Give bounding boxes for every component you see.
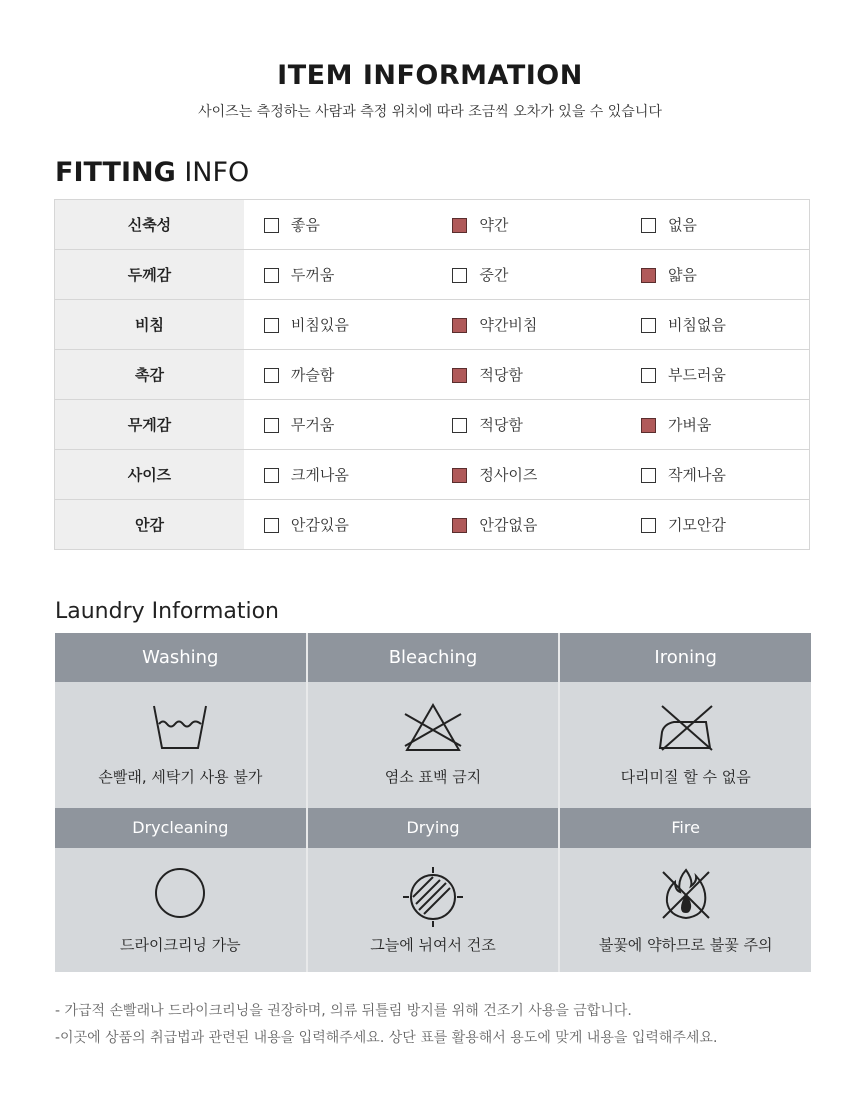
laundry-header-bleaching: Bleaching: [308, 633, 561, 682]
laundry-table: [55, 633, 811, 972]
laundry-cell-bleaching: [308, 682, 561, 808]
page-title: ITEM INFORMATION: [277, 60, 583, 91]
fitting-option-label: 중간: [479, 266, 509, 284]
laundry-caption-drycleaning: 드라이크리닝 가능: [119, 936, 241, 954]
fitting-row: [55, 350, 810, 400]
fitting-option-label: 약간: [479, 216, 509, 234]
fitting-row: [55, 450, 810, 500]
fitting-option-label: 두꺼움: [290, 266, 335, 284]
fitting-option-label: 얇음: [667, 266, 697, 284]
fitting-option-label: 안감없음: [479, 516, 538, 534]
fitting-option: [244, 450, 433, 500]
laundry-cell-ironing: [560, 682, 811, 808]
laundry-caption-drying: 그늘에 뉘여서 건조: [370, 936, 496, 954]
no-fire-icon: [659, 866, 713, 922]
fitting-option-label: 정사이즈: [479, 466, 538, 484]
checkbox-unchecked[interactable]: [264, 418, 279, 433]
fitting-option-label: 부드러움: [667, 366, 726, 384]
checkbox-unchecked[interactable]: [641, 518, 656, 533]
fitting-row-label: 무게감: [55, 400, 244, 450]
fitting-option-label: 가벼움: [667, 416, 712, 434]
checkbox-unchecked[interactable]: [641, 318, 656, 333]
fitting-option: [621, 300, 810, 350]
fitting-option: [621, 450, 810, 500]
checkbox-checked[interactable]: [452, 368, 467, 383]
fitting-option-label: 비침있음: [290, 316, 349, 334]
fitting-option-label: 없음: [667, 216, 697, 234]
fitting-option: [432, 350, 621, 400]
fitting-option-label: 안감있음: [290, 516, 349, 534]
fitting-row: [55, 500, 810, 550]
laundry-cell-drying: [308, 848, 561, 972]
checkbox-unchecked[interactable]: [641, 218, 656, 233]
fitting-option-label: 기모안감: [667, 516, 726, 534]
laundry-caption-bleaching: 염소 표백 금지: [384, 768, 482, 786]
fitting-option: [621, 500, 810, 550]
checkbox-unchecked[interactable]: [641, 468, 656, 483]
laundry-caption-ironing: 다리미질 할 수 없음: [620, 768, 751, 786]
fitting-heading-bold: FITTING: [55, 157, 176, 188]
fitting-row-label: 사이즈: [55, 450, 244, 500]
checkbox-unchecked[interactable]: [452, 418, 467, 433]
fitting-row-label: 두께감: [55, 250, 244, 300]
fitting-option: [244, 500, 433, 550]
laundry-cell-fire: [560, 848, 811, 972]
fitting-option-label: 까슬함: [290, 366, 335, 384]
checkbox-unchecked[interactable]: [641, 368, 656, 383]
laundry-header-fire: Fire: [560, 808, 811, 848]
laundry-caption-fire: 불꽃에 약하므로 불꽃 주의: [598, 936, 773, 954]
fitting-row-label: 비침: [55, 300, 244, 350]
shade-dry-icon: [402, 866, 464, 928]
fitting-option: [432, 250, 621, 300]
fitting-row: [55, 400, 810, 450]
fitting-row-label: 촉감: [55, 350, 244, 400]
laundry-header-washing: Washing: [55, 633, 308, 682]
checkbox-checked[interactable]: [641, 268, 656, 283]
checkbox-unchecked[interactable]: [264, 368, 279, 383]
checkbox-checked[interactable]: [452, 468, 467, 483]
checkbox-unchecked[interactable]: [264, 318, 279, 333]
care-note-1: - 가급적 손빨래나 드라이크리닝을 권장하며, 의류 뒤틀림 방지를 위해 건조기 사용을 금합니다.: [55, 1003, 632, 1019]
fitting-table: [54, 199, 810, 550]
fitting-option: [244, 250, 433, 300]
checkbox-checked[interactable]: [452, 518, 467, 533]
fitting-row: [55, 200, 810, 250]
laundry-header-drying: Drying: [308, 808, 561, 848]
laundry-cell-drycleaning: [55, 848, 308, 972]
laundry-header-ironing: Ironing: [560, 633, 811, 682]
fitting-option: [621, 250, 810, 300]
laundry-header-drycleaning: Drycleaning: [55, 808, 308, 848]
fitting-option: [244, 300, 433, 350]
fitting-option: [432, 200, 621, 250]
fitting-row-label: 신축성: [55, 200, 244, 250]
checkbox-checked[interactable]: [641, 418, 656, 433]
laundry-body-row-2: [55, 848, 811, 972]
care-notes: [55, 998, 717, 1052]
fitting-row-label: 안감: [55, 500, 244, 550]
laundry-body-row-1: [55, 682, 811, 808]
fitting-heading: [55, 157, 249, 188]
checkbox-unchecked[interactable]: [264, 468, 279, 483]
fitting-option: [621, 200, 810, 250]
checkbox-checked[interactable]: [452, 318, 467, 333]
hand-wash-icon: [150, 702, 210, 752]
fitting-heading-light: INFO: [175, 157, 250, 188]
laundry-heading: Laundry Information: [55, 599, 279, 624]
fitting-option-label: 약간비침: [479, 316, 538, 334]
fitting-option-label: 적당함: [479, 416, 523, 434]
dry-clean-icon: [153, 866, 207, 920]
fitting-option: [432, 450, 621, 500]
fitting-option: [621, 350, 810, 400]
fitting-option-label: 작게나옴: [667, 466, 726, 484]
page-subtitle: 사이즈는 측정하는 사람과 측정 위치에 따라 조금씩 오차가 있을 수 있습니다: [198, 104, 662, 120]
fitting-option-label: 크게나옴: [290, 466, 349, 484]
fitting-option: [432, 300, 621, 350]
fitting-option-label: 비침없음: [667, 316, 726, 334]
laundry-header-row-2: [55, 808, 811, 848]
checkbox-checked[interactable]: [452, 218, 467, 233]
fitting-option: [244, 200, 433, 250]
checkbox-unchecked[interactable]: [452, 268, 467, 283]
fitting-row: [55, 300, 810, 350]
fitting-option: [432, 400, 621, 450]
checkbox-unchecked[interactable]: [264, 218, 279, 233]
fitting-option: [621, 400, 810, 450]
checkbox-unchecked[interactable]: [264, 268, 279, 283]
no-bleach-icon: [401, 702, 465, 754]
fitting-option-label: 좋음: [290, 216, 320, 234]
header: [0, 60, 860, 121]
care-note-2: -이곳에 상품의 취급법과 관련된 내용을 입력해주세요. 상단 표를 활용해서 용도에 맞게 내용을 입력해주세요.: [55, 1030, 718, 1046]
laundry-header-row-1: [55, 633, 811, 682]
fitting-option: [244, 400, 433, 450]
fitting-option: [244, 350, 433, 400]
laundry-cell-washing: [55, 682, 308, 808]
fitting-option-label: 무거움: [290, 416, 335, 434]
fitting-option: [432, 500, 621, 550]
checkbox-unchecked[interactable]: [264, 518, 279, 533]
laundry-caption-washing: 손빨래, 세탁기 사용 불가: [98, 768, 263, 786]
no-iron-icon: [654, 702, 718, 754]
fitting-row: [55, 250, 810, 300]
fitting-option-label: 적당함: [479, 366, 523, 384]
